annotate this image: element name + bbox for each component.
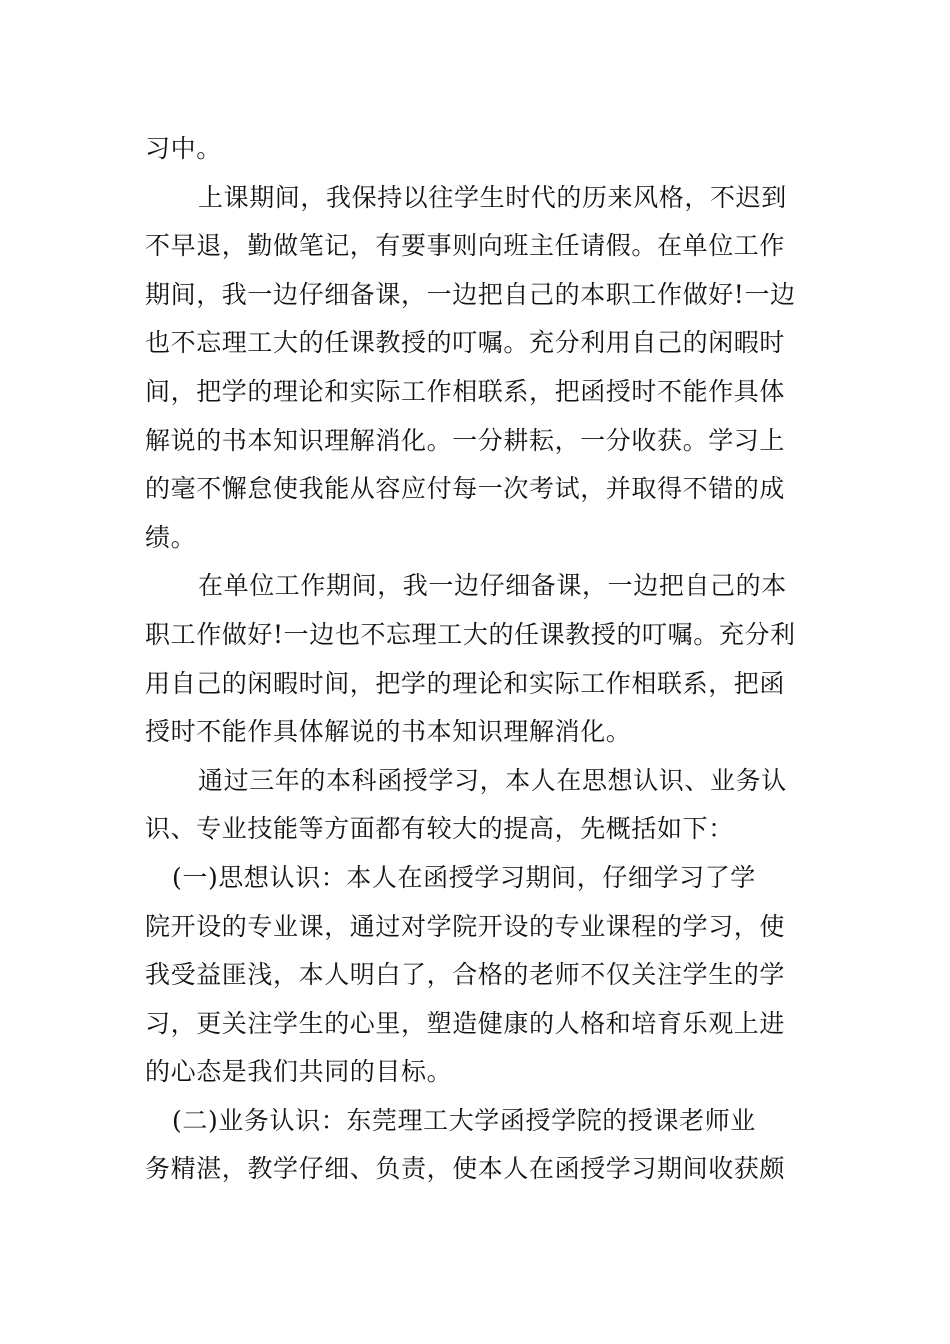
text-line: 的心态是我们共同的目标。 [145,1057,453,1087]
text-line: 期间，我一边仔细备课，一边把自己的本职工作做好!一边 [145,279,796,309]
text-line: 职工作做好!一边也不忘理工大的任课教授的叮嘱。充分利 [145,619,796,649]
text-line: (一)思想认识：本人在函授学习期间，仔细学习了学 [172,862,756,892]
text-line: 授时不能作具体解说的书本知识理解消化。 [145,717,632,747]
text-line: 习，更关注学生的心里，塑造健康的人格和培育乐观上进 [145,1008,786,1038]
text-line: 上课期间，我保持以往学生时代的历来风格，不迟到 [198,182,787,212]
text-line: (二)业务认识：东莞理工大学函授学院的授课老师业 [172,1105,756,1135]
text-line: 通过三年的本科函授学习，本人在思想认识、业务认 [198,765,787,795]
text-line: 不早退，勤做笔记，有要事则向班主任请假。在单位工作 [145,231,786,261]
text-line: 绩。 [145,522,197,552]
text-line: 识、专业技能等方面都有较大的提高，先概括如下： [145,814,734,844]
text-line: 在单位工作期间，我一边仔细备课，一边把自己的本 [198,571,787,601]
text-line: 院开设的专业课，通过对学院开设的专业课程的学习，使 [145,911,786,941]
text-line: 间，把学的理论和实际工作相联系，把函授时不能作具体 [145,376,786,406]
text-line: 的毫不懈怠使我能从容应付每一次考试，并取得不错的成 [145,474,786,504]
text-line: 习中。 [145,134,222,163]
text-line: 解说的书本知识理解消化。一分耕耘，一分收获。学习上 [145,425,786,455]
text-line: 用自己的闲暇时间，把学的理论和实际工作相联系，把函 [145,668,786,698]
text-line: 务精湛，教学仔细、负责，使本人在函授学习期间收获颇 [145,1154,786,1184]
document-body [145,125,810,1194]
text-line: 也不忘理工大的任课教授的叮嘱。充分利用自己的闲暇时 [145,328,786,358]
text-line: 我受益匪浅，本人明白了，合格的老师不仅关注学生的学 [145,960,786,990]
